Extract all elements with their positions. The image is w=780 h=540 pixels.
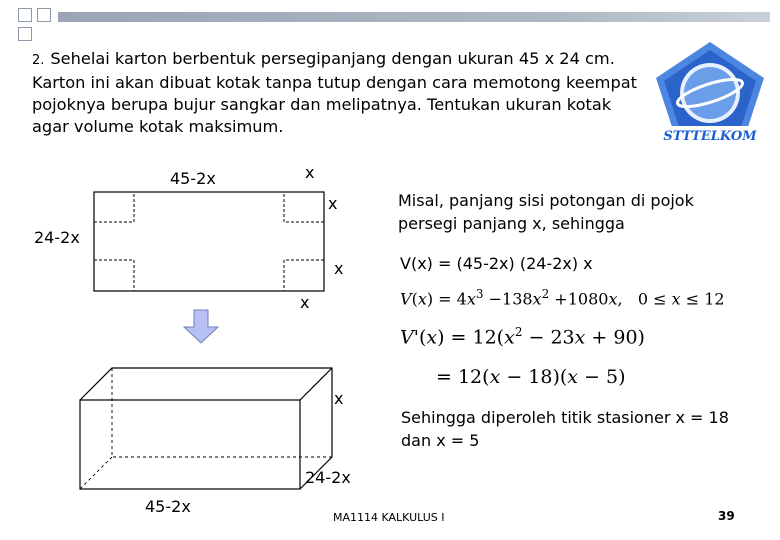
net-top-label: 45-2x <box>170 169 216 188</box>
open-box-diagram <box>80 368 332 489</box>
volume-polynomial: $V(x) = 4x^3 -138x^2 +1080x$, 0 ≤ x ≤ 12 <box>400 287 725 309</box>
box-height-label: x <box>334 389 344 408</box>
volume-formula: V(x) = (45-2x) (24-2x) x <box>400 254 593 273</box>
conclusion-text: Sehingga diperoleh titik stasioner x = 18 dan x = 5 <box>401 408 729 450</box>
corner-label-right-lower: x <box>334 259 344 278</box>
box-depth-label: 24-2x <box>305 468 351 487</box>
corner-label-bottom: x <box>300 293 310 312</box>
footer-course: MA1114 KALKULUS I <box>333 511 445 524</box>
corner-label-top: x <box>305 163 315 182</box>
box-length-label: 45-2x <box>145 497 191 516</box>
down-arrow-icon <box>184 310 218 343</box>
net-side-label: 24-2x <box>34 228 80 247</box>
misal-text: Misal, panjang sisi potongan di pojok persegi panjang x, sehingga <box>398 191 694 233</box>
page-number: 39 <box>718 509 735 523</box>
corner-label-right-upper: x <box>328 194 338 213</box>
derivative-factored: = 12(x − 18)(x − 5) <box>436 366 626 388</box>
problem-text: Sehelai karton berbentuk persegipanjang dengan ukuran 45 x 24 cm. Karton ini akan dibuat kotak tanpa tutup dengan cara memotong keempat pojoknya berupa bujur sangkar dan melipatnya. Tentukan ukuran kotak agar volume kotak maksimum. <box>32 49 637 136</box>
logo-text: STTTELKOM <box>663 129 757 144</box>
problem-number: 2. <box>32 53 45 68</box>
derivative-formula: $V'(x) = 12(x^2 - 23x + 90)$ <box>400 325 645 349</box>
